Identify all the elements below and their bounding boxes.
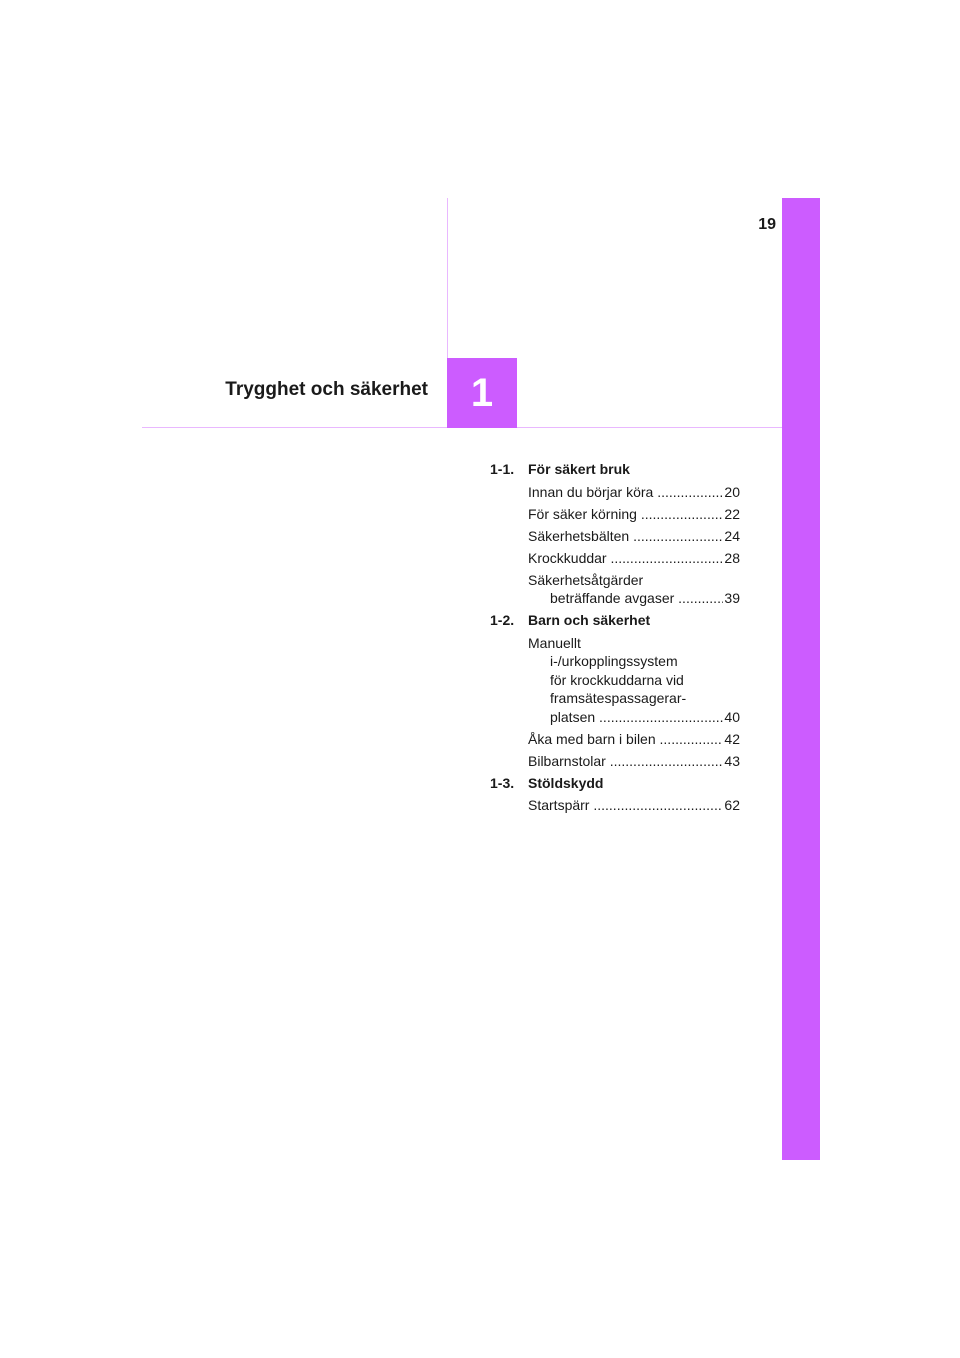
entry-page: 62 <box>724 797 740 813</box>
section-heading[interactable] <box>490 460 740 479</box>
section-title: Stöldskydd <box>528 774 604 791</box>
entry-title: Startspärr ..... <box>528 796 723 815</box>
toc-entry[interactable] <box>528 730 740 749</box>
chapter-title: Trygghet och säkerhet <box>225 379 428 400</box>
entry-page: 22 <box>724 505 740 522</box>
toc-entry[interactable] <box>528 527 740 546</box>
entry-title: Manuellt <box>528 634 581 651</box>
entry-title-continued: beträffande avgaser ..... <box>528 589 723 608</box>
page-number: 19 <box>758 216 776 233</box>
entry-title-continued: platsen ..... <box>528 708 723 727</box>
toc-entry[interactable] <box>528 752 740 771</box>
section-title: För säkert bruk <box>528 461 630 477</box>
toc-section <box>490 460 740 608</box>
entry-page: 20 <box>724 483 740 500</box>
entry-title-continued: i-/urkopplingssystem <box>550 653 678 669</box>
toc-entry[interactable] <box>528 483 740 502</box>
chapter-number: 1 <box>470 370 494 415</box>
section-number: 1-1. <box>490 461 515 477</box>
entry-page: 43 <box>724 752 740 769</box>
chapter-number-box <box>447 358 517 428</box>
section-number: 1-2. <box>490 612 515 628</box>
entry-title: Säkerhetsåtgärder <box>528 571 644 588</box>
entry-title: För säker körning ..... <box>528 505 723 524</box>
toc-entry[interactable] <box>528 796 740 815</box>
section-title: Barn och säkerhet <box>528 612 651 628</box>
entry-title: Innan du börjar köra ..... <box>528 483 723 502</box>
toc-entry[interactable] <box>528 549 740 568</box>
entry-page: 39 <box>724 590 740 606</box>
section-heading[interactable] <box>490 774 740 793</box>
chapter-side-tab <box>782 198 820 1160</box>
entry-title-continued: för krockkuddarna vid <box>550 671 684 688</box>
entry-title: Säkerhetsbälten ..... <box>528 527 723 546</box>
entry-page: 28 <box>724 549 740 566</box>
entry-title: Krockkuddar ..... <box>528 549 723 568</box>
entry-page: 42 <box>724 730 740 747</box>
toc-entry[interactable] <box>528 634 740 727</box>
entry-page: 40 <box>724 708 740 725</box>
toc-entry[interactable] <box>528 571 740 608</box>
section-number: 1-3. <box>490 774 515 791</box>
entry-title: Åka med barn i bilen ..... <box>528 730 723 749</box>
vertical-rule <box>447 198 448 358</box>
entry-page: 24 <box>724 527 740 544</box>
toc-section <box>490 774 740 815</box>
toc-entry[interactable] <box>528 505 740 524</box>
entry-title-continued: framsätespassagerar- <box>550 690 687 706</box>
section-heading[interactable] <box>490 611 740 630</box>
entry-title: Bilbarnstolar ..... <box>528 752 723 771</box>
table-of-contents <box>490 460 740 818</box>
toc-section <box>490 611 740 770</box>
